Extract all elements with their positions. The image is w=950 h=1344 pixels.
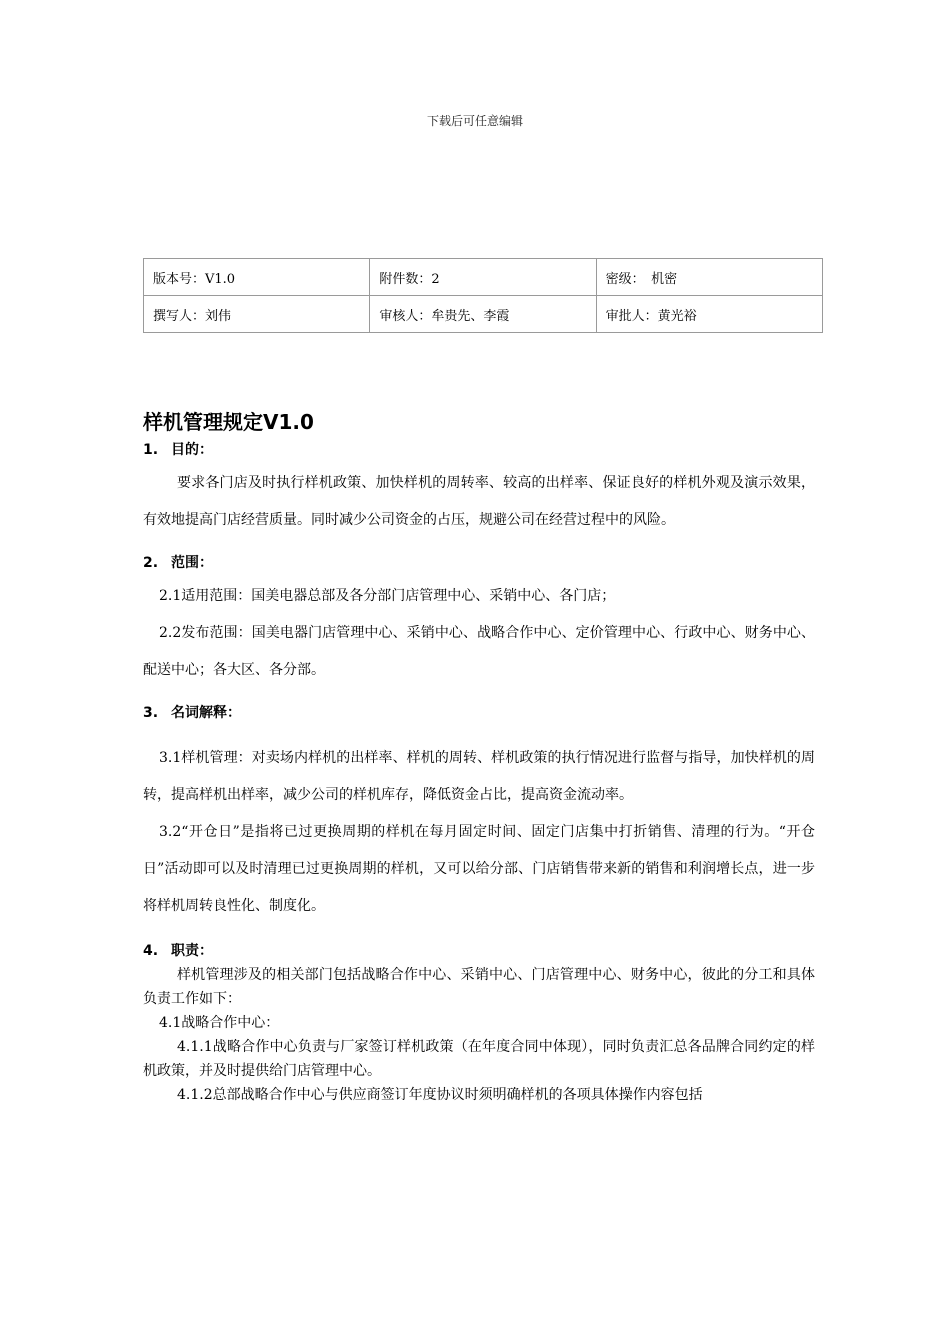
paragraph: 2.1适用范围：国美电器总部及各分部门店管理中心、采销中心、各门店； (159, 588, 616, 604)
document-title: 样机管理规定V1.0 (143, 410, 314, 434)
paragraph: 2.2发布范围：国美电器门店管理中心、采销中心、战略合作中心、定价管理中心、行政中心、财务中心、配送中心；各大区、各分部。 (143, 625, 815, 678)
document-meta-table (143, 258, 823, 333)
section-title: 名词解释： (171, 705, 241, 721)
paragraph: 4.1.1战略合作中心负责与厂家签订样机政策（在年度合同中体现），同时负责汇总各品牌合同约定的样机政策，并及时提供给门店管理中心。 (143, 1039, 815, 1079)
section-number: 3. (143, 705, 159, 721)
meta-row (144, 259, 823, 296)
section-title: 职责： (171, 943, 213, 959)
paragraph: 4.1.2总部战略合作中心与供应商签订年度协议时须明确样机的各项具体操作内容包括 (177, 1087, 703, 1103)
paragraph: 3.1样机管理：对卖场内样机的出样率、样机的周转、样机政策的执行情况进行监督与指导，加快样机的周转，提高样机出样率，减少公司的样机库存，降低资金占比，提高资金流动率。 (143, 750, 815, 803)
paragraph: 要求各门店及时执行样机政策、加快样机的周转率、较高的出样率、保证良好的样机外观及演示效果，有效地提高门店经营质量。同时减少公司资金的占压，规避公司在经营过程中的风险。 (143, 475, 815, 528)
section-title: 目的： (171, 442, 213, 458)
section-heading (143, 701, 815, 725)
section-heading (143, 939, 815, 963)
section-number: 4. (143, 943, 159, 959)
version-cell: 版本号：V1.0 (144, 259, 370, 296)
subsection-heading: 4.1战略合作中心： (159, 1015, 280, 1031)
section-number: 2. (143, 555, 159, 571)
paragraph: 样机管理涉及的相关部门包括战略合作中心、采销中心、门店管理中心、财务中心，彼此的分工和具体负责工作如下： (143, 967, 815, 1007)
paragraph: 3.2“开仓日”是指将已过更换周期的样机在每月固定时间、固定门店集中打折销售、清理的行为。“开仓日”活动即可以及时清理已过更换周期的样机，又可以给分部、门店销售带来新的销售和利润增长点，进一步将样机周转良性化、制度化。 (143, 824, 815, 914)
section-heading (143, 551, 815, 575)
section-title: 范围： (171, 555, 213, 571)
attachments-cell: 附件数：2 (370, 259, 596, 296)
section-number: 1. (143, 442, 159, 458)
approver-cell: 审批人：黄光裕 (596, 296, 822, 333)
reviewers-cell: 审核人：牟贵先、李霞 (370, 296, 596, 333)
meta-row (144, 296, 823, 333)
header-note: 下载后可任意编辑 (426, 114, 523, 128)
secrecy-cell: 密级： 机密 (596, 259, 822, 296)
section-heading (143, 438, 815, 462)
author-cell: 撰写人：刘伟 (144, 296, 370, 333)
document-body (143, 408, 815, 1107)
